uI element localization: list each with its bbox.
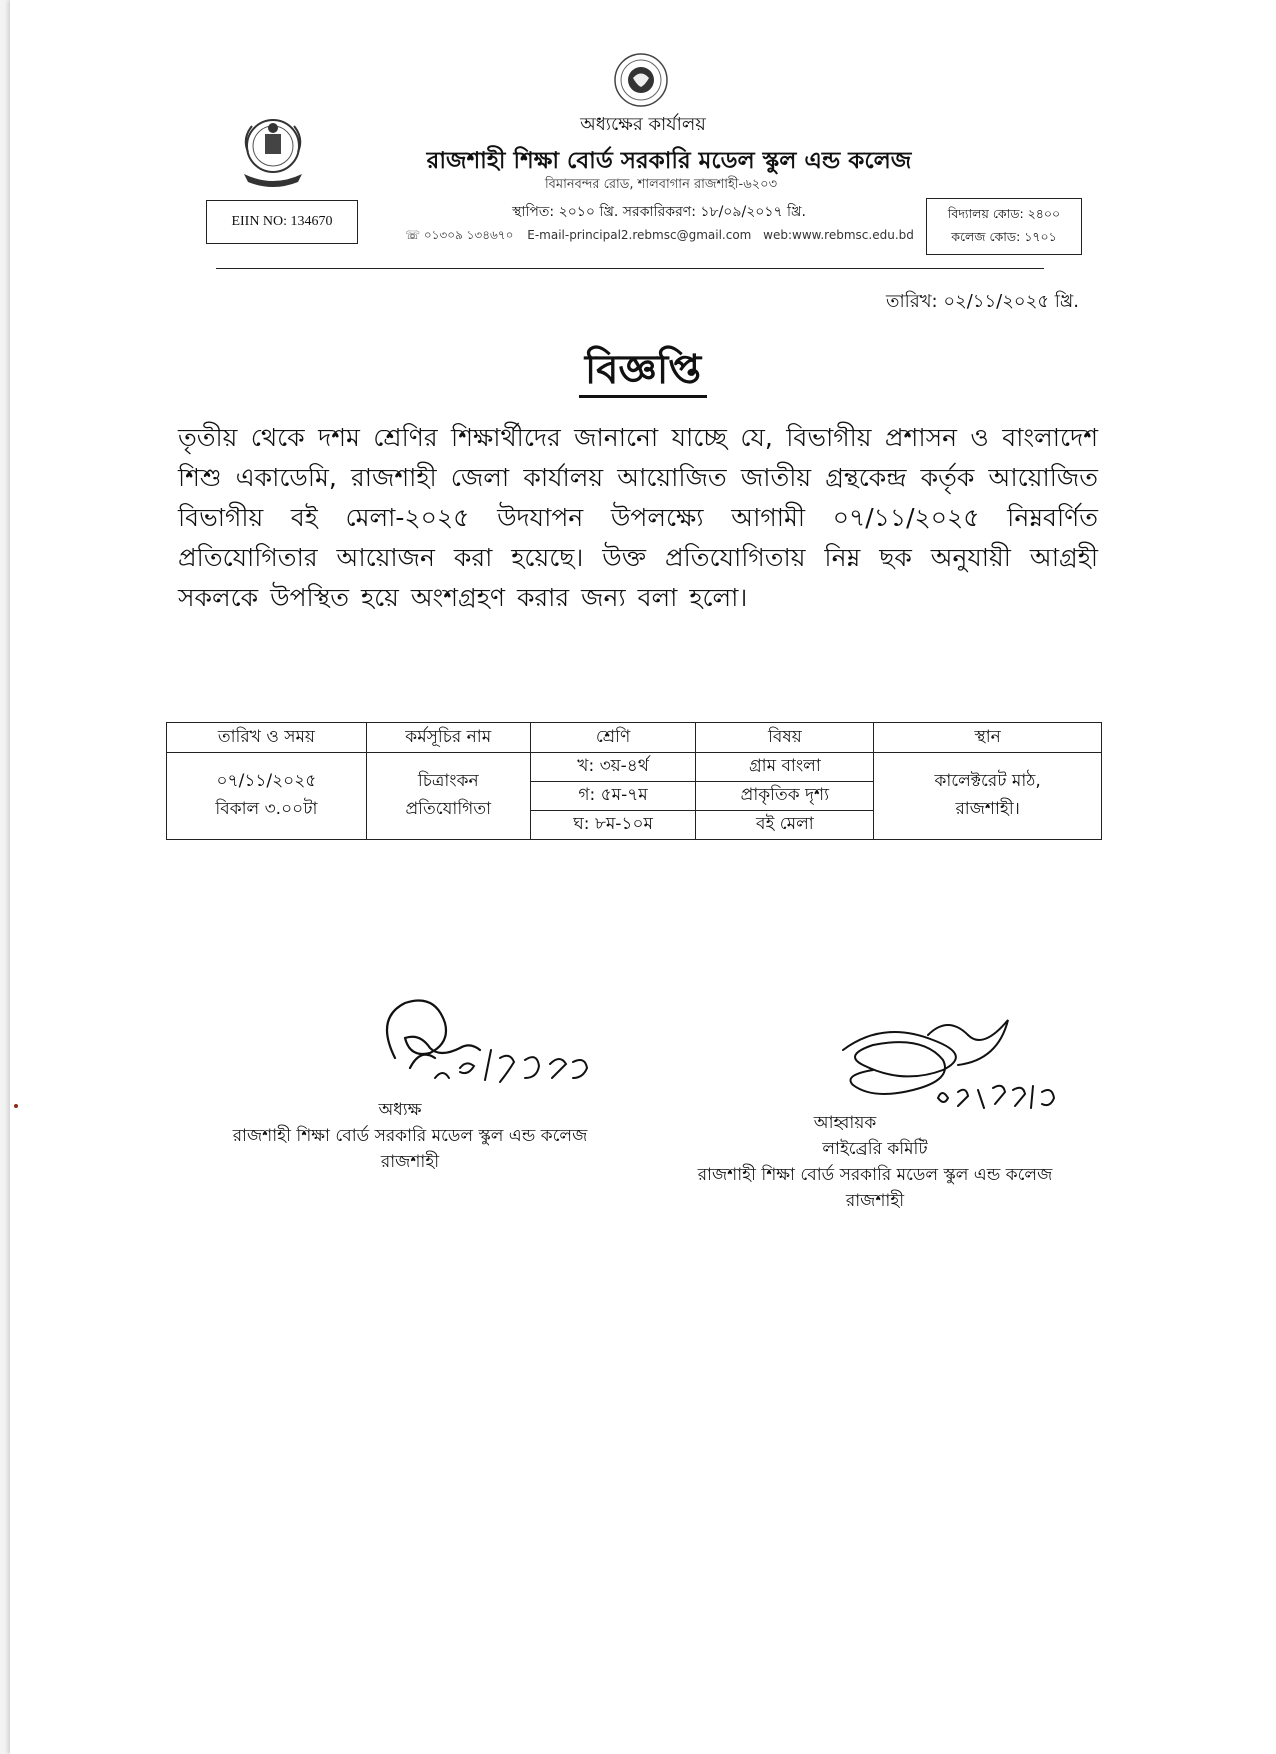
header-program: কর্মসূচির নাম [366, 723, 530, 753]
cell-subject: প্রাকৃতিক দৃশ্য [696, 782, 874, 811]
email-address: E-mail-principal2.rebmsc@gmail.com [527, 228, 752, 242]
website: web:www.rebmsc.edu.bd [763, 228, 914, 242]
school-code: বিদ্যালয় কোড: ২৪০০ [947, 206, 1061, 221]
convener-signature [828, 1010, 1078, 1125]
table-row [167, 753, 1102, 782]
notice-title-text: বিজ্ঞপ্তি [579, 347, 707, 398]
header-class: শ্রেণি [530, 723, 696, 753]
principal-signature [365, 998, 625, 1108]
cell-venue: কালেক্টরেট মাঠ, রাজশাহী। [874, 753, 1102, 840]
cell-date-time: ০৭/১১/২০২৫ বিকাল ৩.০০টা [167, 753, 367, 840]
signatory-convener [660, 1110, 1090, 1214]
cell-class: খ: ৩য়-৪র্থ [530, 753, 696, 782]
header-venue: স্থান [874, 723, 1102, 753]
eiin-box: EIIN NO: 134670 [206, 200, 358, 244]
school-name: রাজশাহী শিক্ষা বোর্ড সরকারি মডেল স্কুল এন্ড কলেজ [426, 148, 912, 174]
header-divider [216, 268, 1044, 269]
contact-line [405, 227, 914, 247]
schedule-table [166, 722, 1102, 840]
principal-city: রাজশাহী [380, 1152, 440, 1172]
header-date-time: তারিখ ও সময় [167, 723, 367, 753]
phone-number: ☏ ০১৩০৯ ১৩৪৬৭০ [405, 228, 514, 242]
principal-role: অধ্যক্ষ [378, 1100, 422, 1120]
convener-city: রাজশাহী [845, 1191, 905, 1211]
cell-program: চিত্রাংকন প্রতিযোগিতা [366, 753, 530, 840]
notice-page [10, 0, 1276, 1754]
notice-title [10, 338, 1276, 405]
school-address: বিমানবন্দর রোড, শালবাগান রাজশাহী-৬২০৩ [544, 177, 778, 192]
college-code: কলেজ কোড: ১৭০১ [951, 229, 1057, 244]
cell-subject: গ্রাম বাংলা [696, 753, 874, 782]
signatory-principal [200, 1097, 620, 1175]
notice-date: তারিখ: ০২/১১/২০২৫ খ্রি. [885, 291, 1079, 312]
convener-institution: রাজশাহী শিক্ষা বোর্ড সরকারি মডেল স্কুল এন্ড কলেজ [697, 1165, 1053, 1185]
cell-class: গ: ৫ম-৭ম [530, 782, 696, 811]
table-header-row [167, 723, 1102, 753]
header-subject: বিষয় [696, 723, 874, 753]
convener-committee: লাইব্রেরি কমিটি [822, 1139, 928, 1159]
cell-class: ঘ: ৮ম-১০ম [530, 811, 696, 840]
principal-institution: রাজশাহী শিক্ষা বোর্ড সরকারি মডেল স্কুল এন্ড কলেজ [232, 1126, 588, 1146]
government-emblem-icon [613, 52, 669, 108]
institution-codes-box [926, 198, 1082, 255]
established-info: স্থাপিত: ২০১০ খ্রি. সরকারিকরণ: ১৮/০৯/২০১৭ খ্রি. [512, 204, 806, 220]
scan-speck [14, 1104, 18, 1108]
notice-body: তৃতীয় থেকে দশম শ্রেণির শিক্ষার্থীদের জানানো যাচ্ছে যে, বিভাগীয় প্রশাসন ও বাংলাদেশ শিশু একাডেমি, রাজশাহী জেলা কার্যালয় আয়োজিত জাতীয় গ্রন্থকেন্দ্র কর্তৃক আয়োজিত বিভাগীয় বই মেলা-২০২৫ উদযাপন উপলক্ষ্যে আগামী ০৭/১১/২০২৫ নিম্নবর্ণিত প্রতিযোগিতার আয়োজন করা হয়েছে। উক্ত প্রতিযোগিতায় নিম্ন ছক অনুযায়ী আগ্রহী সকলকে উপস্থিত হয়ে অংশগ্রহণ করার জন্য বলা হলো। [178, 423, 1098, 612]
office-title: অধ্যক্ষের কার্যালয় [580, 114, 706, 135]
convener-role: আহ্বায়ক [813, 1113, 877, 1133]
cell-subject: বই মেলা [696, 811, 874, 840]
